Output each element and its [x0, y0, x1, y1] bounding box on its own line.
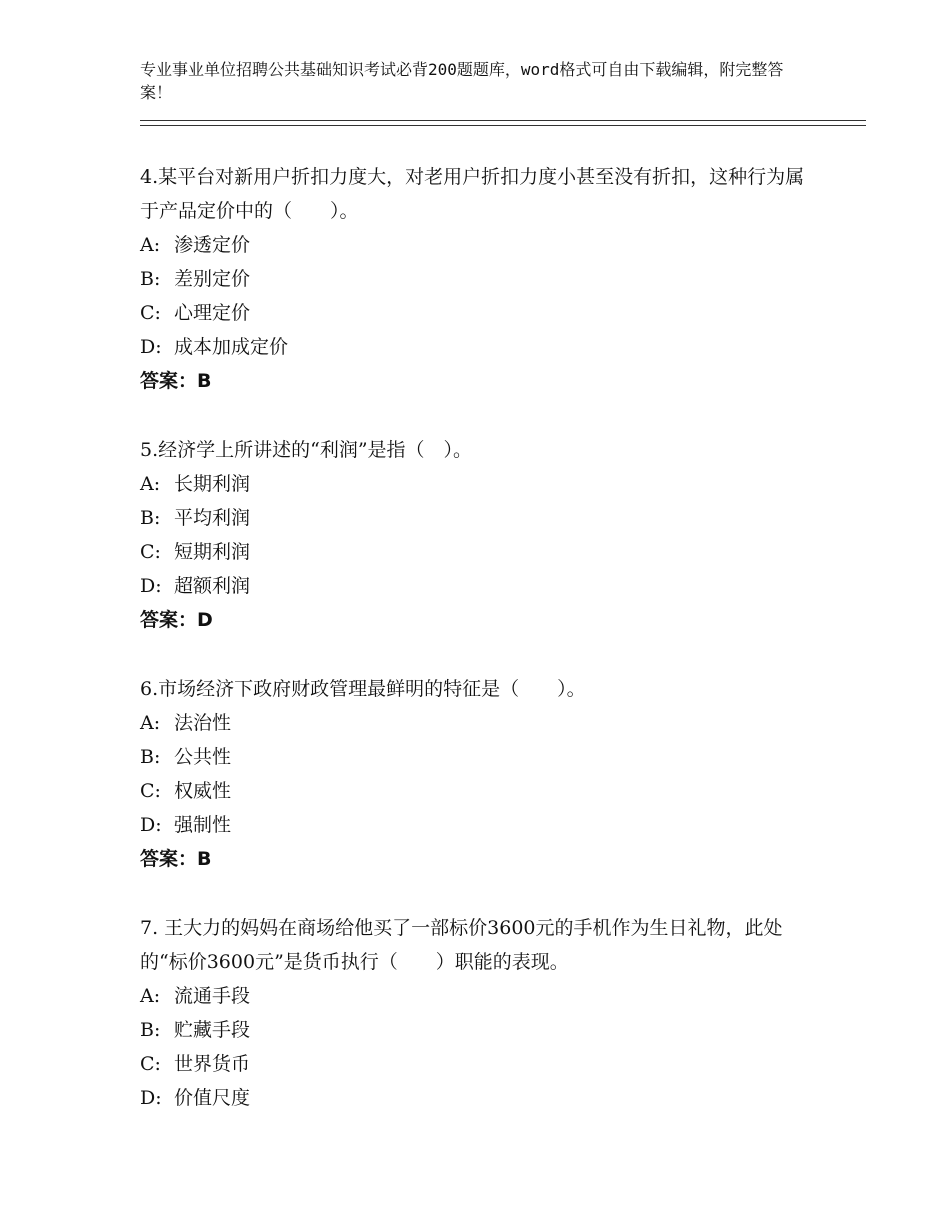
option-text: 成本加成定价	[174, 336, 289, 358]
option-b	[140, 740, 820, 774]
option-text: 世界货币	[174, 1053, 251, 1075]
option-c	[140, 774, 820, 808]
answer-line: 答案：D	[140, 609, 213, 631]
option-text: 平均利润	[174, 507, 251, 529]
option-letter: C:	[140, 302, 161, 324]
option-text: 流通手段	[174, 985, 251, 1007]
question-block	[140, 433, 820, 637]
option-d	[140, 330, 820, 364]
option-c	[140, 1047, 820, 1081]
option-text: 公共性	[174, 746, 232, 768]
option-letter: B:	[140, 1019, 161, 1041]
option-b	[140, 1013, 820, 1047]
answer-line: 答案：B	[140, 848, 212, 870]
option-letter: C:	[140, 780, 161, 802]
header-divider	[140, 120, 866, 126]
option-d	[140, 1081, 820, 1115]
option-a	[140, 706, 820, 740]
option-text: 长期利润	[174, 473, 251, 495]
option-letter: A:	[140, 473, 161, 495]
option-letter: B:	[140, 746, 161, 768]
option-text: 差别定价	[174, 268, 251, 290]
option-text: 价值尺度	[174, 1087, 251, 1109]
option-d	[140, 808, 820, 842]
option-text: 权威性	[174, 780, 232, 802]
option-text: 强制性	[174, 814, 232, 836]
option-letter: A:	[140, 985, 161, 1007]
option-letter: C:	[140, 541, 161, 563]
question-stem: 5.经济学上所讲述的“利润”是指（ ）。	[140, 439, 473, 461]
option-text: 心理定价	[174, 302, 251, 324]
option-text: 超额利润	[174, 575, 251, 597]
option-a	[140, 979, 820, 1013]
option-b	[140, 501, 820, 535]
option-letter: B:	[140, 268, 161, 290]
question-block	[140, 160, 820, 398]
option-letter: D:	[140, 1087, 162, 1109]
option-a	[140, 228, 820, 262]
option-letter: D:	[140, 336, 162, 358]
answer-line: 答案：B	[140, 370, 212, 392]
option-c	[140, 296, 820, 330]
option-letter: A:	[140, 712, 161, 734]
option-b	[140, 262, 820, 296]
question-block	[140, 672, 820, 876]
question-block	[140, 911, 820, 1115]
option-letter: D:	[140, 814, 162, 836]
option-letter: C:	[140, 1053, 161, 1075]
option-text: 法治性	[174, 712, 232, 734]
option-c	[140, 535, 820, 569]
question-stem: 6.市场经济下政府财政管理最鲜明的特征是（ ）。	[140, 678, 586, 700]
option-d	[140, 569, 820, 603]
option-letter: B:	[140, 507, 161, 529]
question-stem: 7. 王大力的妈妈在商场给他买了一部标价3600元的手机作为生日礼物，此处的“标价3600元”是货币执行（ ）职能的表现。	[140, 917, 783, 973]
option-text: 渗透定价	[174, 234, 251, 256]
question-stem: 4.某平台对新用户折扣力度大，对老用户折扣力度小甚至没有折扣，这种行为属于产品定价中的（ ）。	[140, 166, 805, 222]
option-text: 贮藏手段	[174, 1019, 251, 1041]
option-text: 短期利润	[174, 541, 251, 563]
option-letter: D:	[140, 575, 162, 597]
document-header: 专业事业单位招聘公共基础知识考试必背200题题库，word格式可自由下载编辑，附完整答案！	[140, 60, 784, 102]
option-a	[140, 467, 820, 501]
option-letter: A:	[140, 234, 161, 256]
